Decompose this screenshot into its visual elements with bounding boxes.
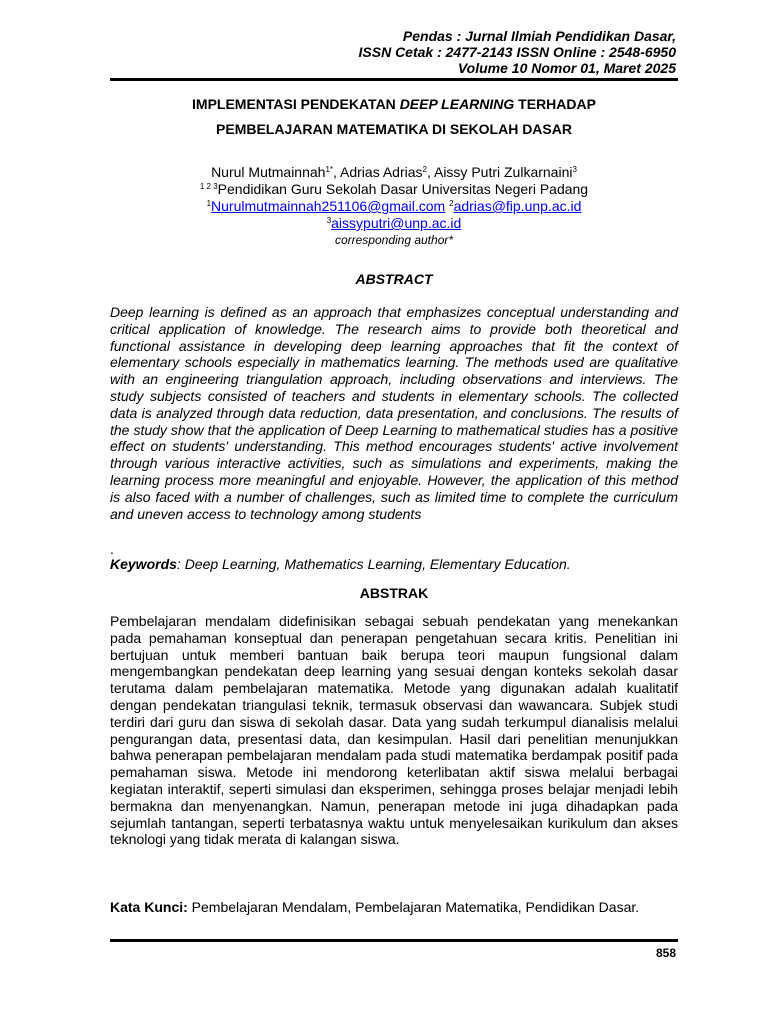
abstract-heading: ABSTRACT [355,271,433,287]
title-line-1: IMPLEMENTASI PENDEKATAN DEEP LEARNING TERHADAP [192,96,596,112]
title-line-2: PEMBELAJARAN MATEMATIKA DI SEKOLAH DASAR [216,121,572,137]
kata-kunci-line [110,899,678,916]
email-link-3[interactable]: aissyputri@unp.ac.id [331,215,462,231]
abstrak-body: Pembelajaran mendalam didefinisikan sebagai sebuah pendekatan yang menekankan pada pemahaman konseptual dan penerapan pengetahuan secara kritis. Penelitian ini bertujuan untuk memberi bantuan baik berupa teori maupun fungsional dalam mengembangkan pendekatan deep learning yang sesuai dengan konteks sekolah dasar terutama dalam pembelajaran matematika. Metode yang digunakan adalah kualitatif dengan pendekatan triangulasi teknik, termasuk observasi dan wawancara. Subjek studi terdiri dari guru dan siswa di sekolah dasar. Data yang sudah terkumpul dianalisis melalui pengurangan data, presentasi data, dan kesimpulan. Hasil dari penelitian menunjukkan bahwa penerapan pembelajaran mendalam pada studi matematika berdampak positif pada pemahaman siswa. Metode ini mendorong keterlibatan aktif siswa melalui berbagai kegiatan interaktif, seperti simulasi dan eksperimen, sehingga proses belajar menjadi lebih bermakna dan menyenangkan. Namun, penerapan metode ini juga dihadapkan pada sejumlah tantangan, seperti terbatasnya waktu untuk menyelesaikan kurikulum dan akses teknologi yang tidak merata di kalangan siswa. [110,613,678,848]
abstract-trailing-dot: . [110,541,114,557]
page-number: 858 [655,946,676,960]
keywords-text: : Deep Learning, Mathematics Learning, Elementary Education. [176,556,571,572]
title-italic-term: DEEP LEARNING [399,96,515,112]
author-names: Nurul Mutmainnah$^{1*}$, Adrias Adrias$^2$, Aissy Putri Zulkarnaini$^3$ [211,164,577,180]
affiliation: $^{1 2 3}$Pendidikan Guru Sekolah Dasar Universitas Negeri Padang [199,181,589,197]
corresponding-note: corresponding author* [334,233,454,247]
email-link-2[interactable]: adrias@fip.unp.ac.id [453,198,582,214]
keywords-label: Keywords [110,556,177,572]
author-block [110,164,678,249]
journal-header [359,28,677,76]
author-emails: $^1$Nurulmutmainnah251106@gmail.com $^2$adrias@fip.unp.ac.id [206,198,582,214]
journal-name: Pendas : Jurnal Ilmiah Pendidikan Dasar, [402,28,676,44]
footer-rule [110,939,678,942]
journal-issn: ISSN Cetak : 2477-2143 ISSN Online : 2548-6950 [358,44,676,60]
author-email-3: $^3$aissyputri@unp.ac.id [326,215,462,231]
kata-kunci-label: Kata Kunci: [110,899,188,915]
header-rule [110,78,678,81]
paper-title [110,92,678,142]
email-link-1[interactable]: Nurulmutmainnah251106@gmail.com [211,198,446,214]
keywords-line [110,556,678,572]
journal-volume: Volume 10 Nomor 01, Maret 2025 [457,60,676,76]
kata-kunci-text: Pembelajaran Mendalam, Pembelajaran Matematika, Pendidikan Dasar. [187,899,640,915]
abstract-body: Deep learning is defined as an approach that emphasizes conceptual understanding and critical application of knowledge. The research aims to provide both theoretical and functional assistance in developing deep learning approaches that fit the context of elementary schools especially in mathematics learning. The methods used are qualitative with an engineering triangulation approach, including observations and interviews. The study subjects consisted of teachers and students in elementary schools. The collected data is analyzed through data reduction, data presentation, and conclusions. The results of the study show that the application of Deep Learning to mathematical studies has a positive effect on students' understanding. This method encourages students' active involvement through various interactive activities, such as simulations and experiments, making the learning process more meaningful and enjoyable. However, the application of this method is also faced with a number of challenges, such as limited time to complete the curriculum and uneven access to technology among students [110,304,678,522]
abstrak-heading: ABSTRAK [359,585,429,601]
